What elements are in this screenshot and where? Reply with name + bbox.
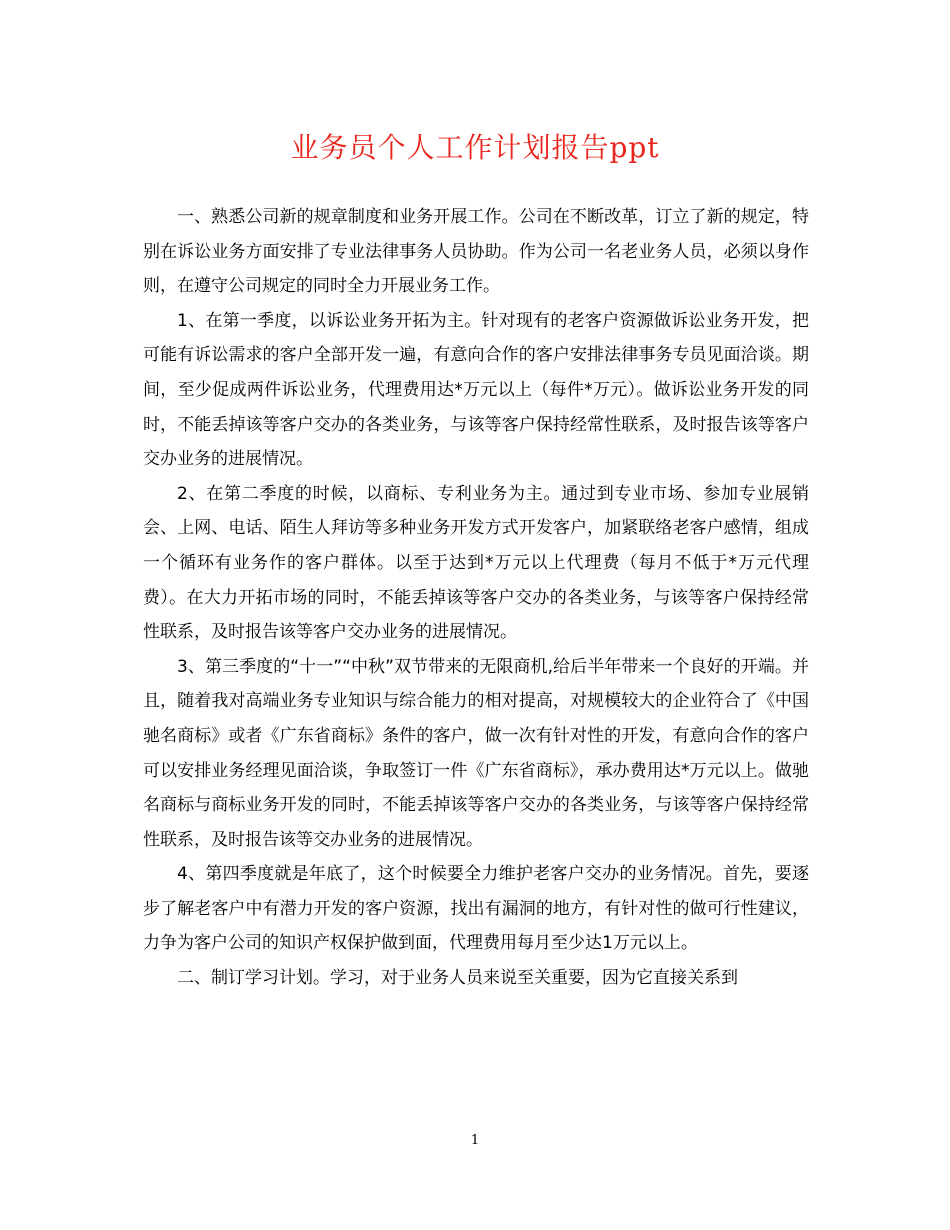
paragraph-4: 3、第三季度的“十一”“中秋”双节带来的无限商机,给后半年带来一个良好的开端。并且，随着我对高端业务专业知识与综合能力的相对提高，对规模较大的企业符合了《中国驰名商标》或者《广东省商标》条件的客户，做一次有针对性的开发，有意向合作的客户可以安排业务经理见面洽谈，争取签订一件《广东省商标》，承办费用达*万元以上。做驰名商标与商标业务开发的同时，不能丢掉该等客户交办的各类业务，与该等客户保持经常性联系，及时报告该等交办业务的进展情况。	[143, 656, 809, 850]
paragraph-3: 2、在第二季度的时候，以商标、专利业务为主。通过到专业市场、参加专业展销会、上网、电话、陌生人拜访等多种业务开发方式开发客户，加紧联络老客户感情，组成一个循环有业务作的客户群体。以至于达到*万元以上代理费（每月不低于*万元代理费）。在大力开拓市场的同时，不能丢掉该等客户交办的各类业务，与该等客户保持经常性联系，及时报告该等客户交办业务的进展情况。	[143, 483, 809, 643]
paragraph-2: 1、在第一季度，以诉讼业务开拓为主。针对现有的老客户资源做诉讼业务开发，把可能有诉讼需求的客户全部开发一遍，有意向合作的客户安排法律事务专员见面洽谈。期间，至少促成两件诉讼业务，代理费用达*万元以上（每件*万元）。做诉讼业务开发的同时，不能丢掉该等客户交办的各类业务，与该等客户保持经常性联系，及时报告该等客户交办业务的进展情况。	[143, 310, 809, 470]
paragraph-6: 二、制订学习计划。学习，对于业务人员来说至关重要，因为它直接关系到	[177, 968, 738, 989]
paragraph-1: 一、熟悉公司新的规章制度和业务开展工作。公司在不断改革，订立了新的规定，特别在诉讼业务方面安排了专业法律事务人员协助。作为公司一名老业务人员，必须以身作则，在遵守公司规定的同时全力开展业务工作。	[143, 207, 809, 297]
page-number: 1	[470, 1133, 480, 1148]
document-body	[143, 200, 809, 996]
document-title: 业务员个人工作计划报告ppt	[290, 131, 660, 164]
paragraph-5: 4、第四季度就是年底了，这个时候要全力维护老客户交办的业务情况。首先，要逐步了解老客户中有潜力开发的客户资源，找出有漏洞的地方，有针对性的做可行性建议，力争为客户公司的知识产权保护做到面，代理费用每月至少达1万元以上。	[143, 864, 809, 954]
